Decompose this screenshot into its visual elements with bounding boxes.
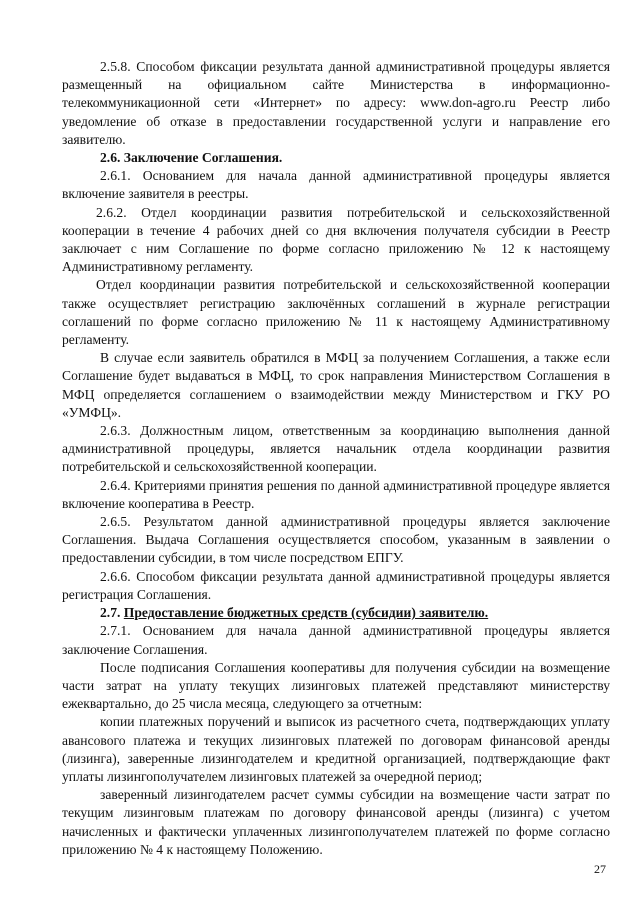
- paragraph-2-6-2-registration: Отдел координации развития потребительской и сельскохозяйственной кооперации также осуществляет регистрацию заключённых соглашений в журнале регистрации соглашений по форме согласно приложению № 11 к настоящему Административному регламенту.: [62, 277, 610, 348]
- document-body: [62, 58, 610, 859]
- paragraph-2-6-4: 2.6.4. Критериями принятия решения по данной административной процедуре является включение кооператива в Реестр.: [62, 477, 610, 511]
- paragraph-2-6-2-mfc: В случае если заявитель обратился в МФЦ за получением Соглашения, а также если Соглашение будет выдаваться в МФЦ, то срок направления Министерством Соглашения в МФЦ определяется соглашением о взаимодействии между Министерством и ГКУ РО «УМФЦ».: [62, 350, 610, 420]
- paragraph-2-6-6: 2.6.6. Способом фиксации результата данной административной процедуры является регистрация Соглашения.: [62, 568, 610, 602]
- paragraph-2-6-1: 2.6.1. Основанием для начала данной административной процедуры является включение заявителя в реестры.: [62, 168, 610, 202]
- paragraph-2-7-1-subsidy-calculation: заверенный лизингодателем расчет суммы субсидии на возмещение части затрат по текущим лизинговым платежам по договору финансовой аренды (лизинга) с учетом начисленных и фактически уплаченных лизингополучателем платежей по форме согласно приложению № 4 к настоящему Положению.: [62, 787, 610, 857]
- paragraph-2-7-1: 2.7.1. Основанием для начала данной административной процедуры является заключение Соглашения.: [62, 623, 610, 657]
- section-heading-2-7-number: 2.7.: [100, 605, 124, 621]
- paragraph-2-6-5: 2.6.5. Результатом данной административной процедуры является заключение Соглашения. Выдача Соглашения осуществляется способом, указанным в заявлении о предоставлении субсидии, в том числе посредством ЕПГУ.: [62, 514, 610, 566]
- paragraph-2-7-1-payment-copies: копии платежных поручений и выписок из расчетного счета, подтверждающих уплату авансового платежа и текущих лизинговых платежей по договорам финансовой аренды (лизинга), заверенные лизингодателем и кредитной организацией, подтверждающие факт уплаты лизингополучателем лизинговых платежей за очередной период;: [62, 714, 610, 784]
- section-heading-2-6: 2.6. Заключение Соглашения.: [100, 150, 283, 166]
- paragraph-2-6-2: 2.6.2. Отдел координации развития потребительской и сельскохозяйственной кооперации в течение 4 рабочих дней со дня включения получателя субсидии в Реестр заключает с ним Соглашение по форме согласно приложению № 12 к настоящему Административному регламенту.: [62, 204, 610, 275]
- paragraph-2-5-8: 2.5.8. Способом фиксации результата данной административной процедуры является размещенный на официальном сайте Министерства в информационно-телекоммуникационной сети «Интернет» по адресу: www.don-agro.ru Реестр либо уведомление об отказе в предоставлении государственной услуги и направление его заявителю.: [62, 59, 610, 147]
- page-number: 27: [594, 862, 606, 876]
- section-heading-2-7-title: Предоставление бюджетных средств (субсидии) заявителю.: [123, 605, 489, 621]
- paragraph-2-7-1-submission: После подписания Соглашения кооперативы для получения субсидии на возмещение части затрат на уплату текущих лизинговых платежей представляют министерству ежеквартально, до 25 числа месяца, следующего за отчетным:: [62, 659, 610, 712]
- section-heading-2-7: [62, 604, 610, 622]
- paragraph-2-6-3: 2.6.3. Должностным лицом, ответственным за координацию выполнения данной административной процедуры, является начальник отдела координации развития потребительской и сельскохозяйственной кооперации.: [62, 423, 610, 475]
